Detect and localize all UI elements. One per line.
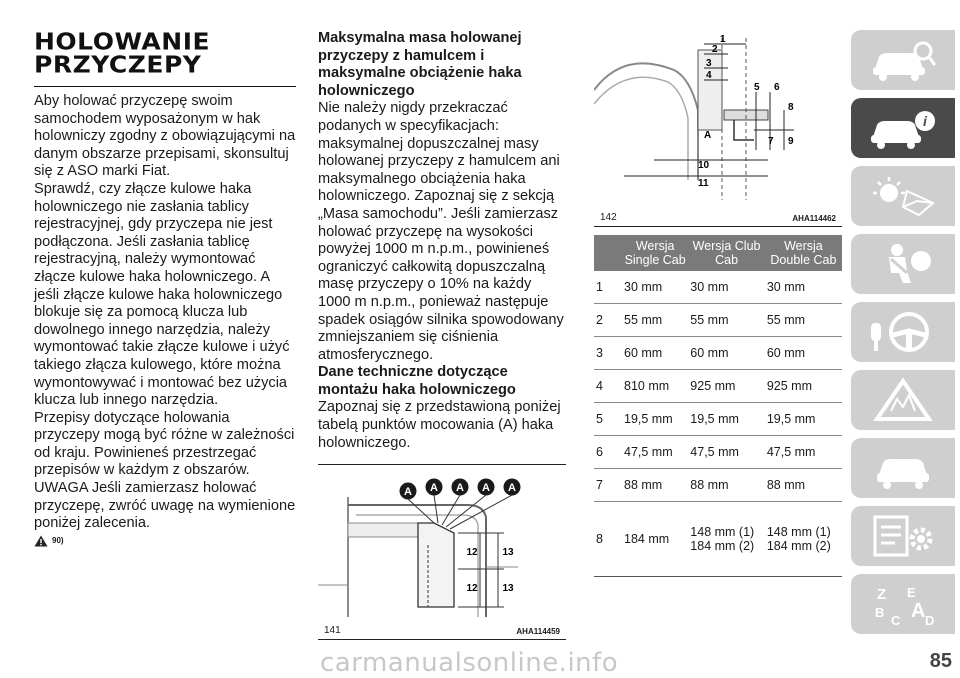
dim-callout: 2 <box>712 44 718 55</box>
figure-caption <box>318 625 566 639</box>
table-cell: 60 mm <box>622 337 688 370</box>
column-right <box>594 30 842 577</box>
tab-car-info[interactable] <box>851 98 955 158</box>
page-number: 85 <box>929 650 952 672</box>
car-service-icon <box>867 445 939 491</box>
table-cell: 88 mm <box>688 469 765 502</box>
seatbelt-airbag-icon <box>867 241 939 287</box>
table-cell: 55 mm <box>688 304 765 337</box>
dim-callout: 9 <box>788 136 794 147</box>
specs-gear-icon <box>867 513 939 559</box>
table-cell: 19,5 mm <box>765 403 842 436</box>
mount-label-a: A <box>482 482 490 495</box>
paragraph: Przepisy dotyczące holowania przyczepy mogą być różne w zależności od kraju. Powinieneś przestrzegać przepisów w każdym z obszarów. <box>34 409 295 479</box>
table-row <box>594 469 842 502</box>
table-header: Wersja Double Cab <box>765 235 842 271</box>
paragraph: Zapoznaj się z przedstawioną poniżej tabelą punktów mocowania (A) haka holowniczego. <box>318 399 561 451</box>
column-left <box>34 30 296 547</box>
table-cell: 925 mm <box>688 370 765 403</box>
table-header: Wersja Single Cab <box>622 235 688 271</box>
table-cell: 1 <box>594 271 622 304</box>
table-cell: 810 mm <box>622 370 688 403</box>
heading-tech-data: Dane techniczne dotyczące montażu haka holowniczego <box>318 364 516 398</box>
table-row <box>594 304 842 337</box>
table-cell: 5 <box>594 403 622 436</box>
dim-callout: 4 <box>706 70 712 81</box>
paragraph: UWAGA Jeśli zamierzasz holować przyczepę, zwróć uwagę na wymienione poniżej zalecenia. <box>34 480 296 532</box>
mount-point-labels <box>400 479 521 530</box>
warning-triangle-icon <box>34 535 48 547</box>
title-line-2: PRZYCZEPY <box>34 51 202 78</box>
mount-label-a: A <box>404 486 412 499</box>
table-header-blank <box>594 235 622 271</box>
dim-callout: 5 <box>754 82 760 93</box>
table-row <box>594 337 842 370</box>
table-row <box>594 502 842 577</box>
mount-label-a: A <box>508 482 516 495</box>
section-title <box>34 30 296 76</box>
svg-text:D: D <box>925 613 935 627</box>
table-cell: 47,5 mm <box>688 436 765 469</box>
dim-label: 13 <box>502 547 514 559</box>
table-row <box>594 403 842 436</box>
figure-141 <box>318 464 566 640</box>
paragraph: Nie należy nigdy przekraczać podanych w specyfikacjach: maksymalnej dopuszczalnej masy holowanej przyczepy z hamulcem ani maksymalnego obciążenia haka holowniczego. Zapoznaj się z sekcją „Masa samochodu”. Jeśli zamierzasz holować przyczepę na wysokości powyżej 1000 m n.p.m., powinieneś ograniczyć całkowitą dopuszczalną masę przyczepy o 10% na każdy 1000 m n.p.m., ponieważ następuje spadek osiągów silnika spowodowany zmniejszaniem się ciśnienia atmosferycznego. <box>318 100 564 363</box>
svg-text:i: i <box>923 113 927 129</box>
table-row <box>594 436 842 469</box>
warning-light-icon <box>867 173 939 219</box>
table-cell: 88 mm <box>765 469 842 502</box>
dim-callout: 11 <box>698 178 709 189</box>
mount-label-a: A <box>430 482 438 495</box>
dim-label: 12 <box>466 547 478 559</box>
dim-callout: 7 <box>768 136 774 147</box>
warning-reference[interactable] <box>34 535 296 547</box>
table-cell: 7 <box>594 469 622 502</box>
title-divider <box>34 86 296 87</box>
svg-text:Z: Z <box>877 586 887 603</box>
paragraph: Sprawdź, czy złącze kulowe haka holowniczego nie zasłania tablicy rejestracyjnej, gdy przyczepa nie jest podłączona. Jeśli zasłania tablicę rejestracyjną, należy wymontować złącze kulowe haka holowniczego. A jeśli złącze kulowe haka holowniczego blokuje się za pomocą klucza lub dowolnego innego narzędzia, należy wymontować takie złącze kulowe i użyć takiego złącza kulowego, które można wymontowywać i montować bez użycia klucza lub innego narzędzia. <box>34 180 290 409</box>
tab-index[interactable] <box>851 574 955 634</box>
tab-starting-driving[interactable] <box>851 302 955 362</box>
svg-text:B: B <box>875 605 885 620</box>
roadside-warning-icon <box>867 377 939 423</box>
svg-text:A: A <box>911 600 926 622</box>
hitch-dimension-table <box>594 235 842 577</box>
figure-code: AHA114459 <box>516 627 560 637</box>
hitch-mount-diagram <box>318 467 566 617</box>
table-cell: 60 mm <box>688 337 765 370</box>
table-cell: 148 mm (1) 184 mm (2) <box>765 502 842 577</box>
paragraph: Aby holować przyczepę swoim samochodem wyposażonym w hak holowniczy zgodny z obowiązującymi na danym obszarze przepisami, skonsultuj się z ASO marki Fiat. <box>34 93 296 180</box>
table-cell: 2 <box>594 304 622 337</box>
car-info-icon <box>867 105 939 151</box>
dim-callout: 6 <box>774 82 780 93</box>
figure-code: AHA114462 <box>792 214 836 223</box>
warning-ref-number: 90) <box>52 536 64 546</box>
title-line-1: HOLOWANIE <box>34 28 211 55</box>
table-cell: 925 mm <box>765 370 842 403</box>
hitch-dimensions-diagram <box>594 30 842 200</box>
figure-caption <box>594 212 842 226</box>
tab-emergency[interactable] <box>851 370 955 430</box>
table-cell: 19,5 mm <box>688 403 765 436</box>
table-row <box>594 271 842 304</box>
dim-callout: A <box>704 130 712 141</box>
tab-safety[interactable] <box>851 234 955 294</box>
dim-callout: 8 <box>788 102 794 113</box>
table-cell: 60 mm <box>765 337 842 370</box>
column-middle <box>318 30 566 640</box>
watermark: carmanualsonline.info <box>320 648 619 678</box>
dim-callout: 1 <box>720 34 726 45</box>
alphabet-index-icon <box>867 581 939 627</box>
table-cell: 30 mm <box>765 271 842 304</box>
table-cell: 30 mm <box>622 271 688 304</box>
table-cell: 47,5 mm <box>622 436 688 469</box>
tab-getting-to-know-car[interactable] <box>851 30 955 90</box>
table-cell: 4 <box>594 370 622 403</box>
tab-servicing[interactable] <box>851 438 955 498</box>
car-search-icon <box>867 37 939 83</box>
dim-callout: 10 <box>698 160 710 171</box>
dim-callout: 3 <box>706 58 712 69</box>
mount-label-a: A <box>456 482 464 495</box>
table-cell: 184 mm <box>622 502 688 577</box>
table-cell: 47,5 mm <box>765 436 842 469</box>
table-cell: 55 mm <box>622 304 688 337</box>
svg-text:C: C <box>891 613 901 627</box>
figure-number: 142 <box>600 212 617 223</box>
table-cell: 8 <box>594 502 622 577</box>
table-header: Wersja Club Cab <box>688 235 765 271</box>
steering-wheel-icon <box>867 309 939 355</box>
table-cell: 6 <box>594 436 622 469</box>
table-header-row <box>594 235 842 271</box>
table-cell: 30 mm <box>688 271 765 304</box>
tab-warning-lights[interactable] <box>851 166 955 226</box>
dim-label: 13 <box>502 583 514 595</box>
table-cell: 88 mm <box>622 469 688 502</box>
figure-142 <box>594 30 842 227</box>
table-cell: 3 <box>594 337 622 370</box>
dim-label: 12 <box>466 583 478 595</box>
table-cell: 148 mm (1) 184 mm (2) <box>688 502 765 577</box>
table-cell: 19,5 mm <box>622 403 688 436</box>
figure-number: 141 <box>324 625 341 637</box>
table-cell: 55 mm <box>765 304 842 337</box>
svg-text:E: E <box>907 585 916 600</box>
heading-max-mass: Maksymalna masa holowanej przyczepy z hamulcem i maksymalne obciążenie haka holowniczego <box>318 30 522 99</box>
table-row <box>594 370 842 403</box>
chapter-tabs <box>851 30 960 642</box>
tab-technical-specs[interactable] <box>851 506 955 566</box>
